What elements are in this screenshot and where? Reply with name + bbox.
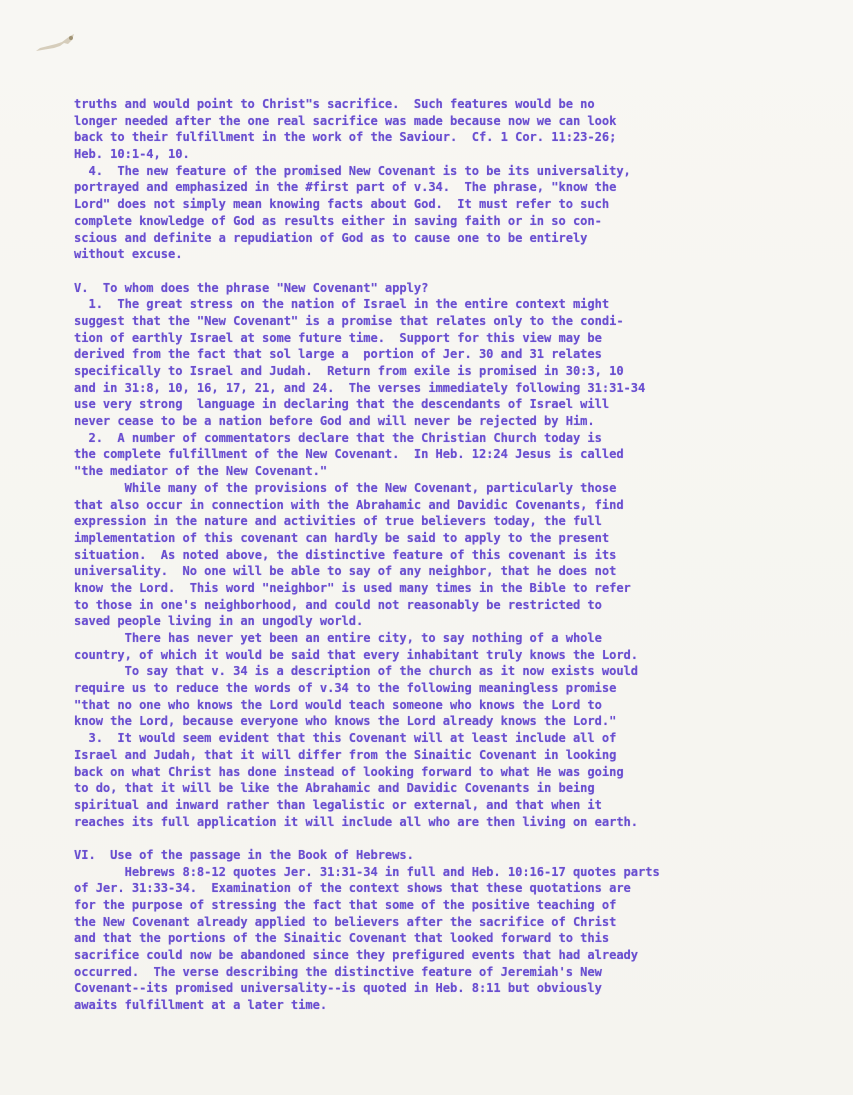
text-line: Lord" does not simply mean knowing facts about God. It must refer to such bbox=[74, 197, 610, 212]
text-line: back to their fulfillment in the work of the Saviour. Cf. 1 Cor. 11:23-26; bbox=[74, 130, 617, 145]
text-line: tion of earthly Israel at some future time. Support for this view may be bbox=[74, 330, 602, 345]
text-line: back on what Christ has done instead of looking forward to what He was going bbox=[74, 764, 624, 779]
text-line: use very strong language in declaring that the descendants of Israel will bbox=[74, 397, 610, 412]
document-body bbox=[74, 96, 844, 1014]
text-line: V. To whom does the phrase "New Covenant" apply? bbox=[74, 280, 429, 295]
text-line: "that no one who knows the Lord would teach someone who knows the Lord to bbox=[74, 697, 602, 712]
text-line: Hebrews 8:8-12 quotes Jer. 31:31-34 in full and Heb. 10:16-17 quotes parts bbox=[74, 864, 660, 879]
text-line: universality. No one will be able to say of any neighbor, that he does not bbox=[74, 564, 617, 579]
text-line: saved people living in an ungodly world. bbox=[74, 614, 364, 629]
text-line: and in 31:8, 10, 16, 17, 21, and 24. The verses immediately following 31:31-34 bbox=[74, 380, 646, 395]
section-vi bbox=[74, 847, 844, 1014]
text-line: Israel and Judah, that it will differ from the Sinaitic Covenant in looking bbox=[74, 747, 617, 762]
text-line: VI. Use of the passage in the Book of Hebrews. bbox=[74, 847, 414, 862]
text-line: reaches its full application it will include all who are then living on earth. bbox=[74, 814, 639, 829]
text-line: 4. The new feature of the promised New Covenant is to be its universality, bbox=[74, 163, 631, 178]
text-line: know the Lord. This word "neighbor" is used many times in the Bible to refer bbox=[74, 580, 631, 595]
text-line: and that the portions of the Sinaitic Covenant that looked forward to this bbox=[74, 931, 610, 946]
text-line: Heb. 10:1-4, 10. bbox=[74, 147, 190, 162]
text-line: know the Lord, because everyone who knows the Lord already knows the Lord." bbox=[74, 714, 617, 729]
text-line: implementation of this covenant can hardly be said to apply to the present bbox=[74, 530, 610, 545]
text-line: require us to reduce the words of v.34 to the following meaningless promise bbox=[74, 681, 617, 696]
text-line: the complete fulfillment of the New Covenant. In Heb. 12:24 Jesus is called bbox=[74, 447, 624, 462]
text-line: never cease to be a nation before God and will never be rejected by Him. bbox=[74, 414, 595, 429]
paragraph-section-iv-continuation bbox=[74, 96, 844, 263]
section-v bbox=[74, 280, 844, 831]
text-line: sacrifice could now be abandoned since they prefigured events that had already bbox=[74, 948, 639, 963]
text-line: for the purpose of stressing the fact that some of the positive teaching of bbox=[74, 898, 617, 912]
text-line: scious and definite a repudiation of God as to cause one to be entirely bbox=[74, 230, 588, 245]
text-line: portrayed and emphasized in the #first part of v.34. The phrase, "know the bbox=[74, 180, 617, 195]
text-line: spiritual and inward rather than legalistic or external, and that when it bbox=[74, 797, 602, 812]
text-line: 3. It would seem evident that this Covenant will at least include all of bbox=[74, 731, 617, 746]
text-line: Covenant--its promised universality--is quoted in Heb. 8:11 but obviously bbox=[74, 981, 602, 996]
text-line: derived from the fact that sol large a portion of Jer. 30 and 31 relates bbox=[74, 347, 602, 362]
text-line: without excuse. bbox=[74, 247, 183, 262]
text-line: suggest that the "New Covenant" is a promise that relates only to the condi- bbox=[74, 313, 624, 328]
text-line: specifically to Israel and Judah. Return from exile is promised in 30:3, 10 bbox=[74, 364, 624, 378]
text-line: There has never yet been an entire city, to say nothing of a whole bbox=[74, 631, 602, 645]
text-line: To say that v. 34 is a description of the church as it now exists would bbox=[74, 664, 639, 679]
text-line: complete knowledge of God as results either in saving faith or in so con- bbox=[74, 213, 602, 228]
text-line: awaits fulfillment at a later time. bbox=[74, 998, 328, 1013]
text-line: "the mediator of the New Covenant." bbox=[74, 464, 328, 479]
text-line: expression in the nature and activities of true believers today, the full bbox=[74, 514, 602, 529]
text-line: While many of the provisions of the New Covenant, particularly those bbox=[74, 480, 617, 495]
text-line: the New Covenant already applied to believers after the sacrifice of Christ bbox=[74, 914, 617, 929]
section-gap bbox=[74, 263, 844, 280]
text-line: situation. As noted above, the distinctive feature of this covenant is its bbox=[74, 547, 617, 562]
section-gap bbox=[74, 830, 844, 847]
text-line: 2. A number of commentators declare that the Christian Church today is bbox=[74, 430, 602, 445]
text-line: to do, that it will be like the Abrahamic and Davidic Covenants in being bbox=[74, 781, 595, 796]
text-line: of Jer. 31:33-34. Examination of the context shows that these quotations are bbox=[74, 881, 631, 896]
text-line: country, of which it would be said that every inhabitant truly knows the Lord. bbox=[74, 647, 639, 662]
paper-speck-mark bbox=[30, 32, 76, 54]
text-line: that also occur in connection with the Abrahamic and Davidic Covenants, find bbox=[74, 497, 624, 512]
text-line: 1. The great stress on the nation of Israel in the entire context might bbox=[74, 297, 610, 312]
text-line: to those in one's neighborhood, and could not reasonably be restricted to bbox=[74, 597, 602, 612]
text-line: longer needed after the one real sacrifice was made because now we can look bbox=[74, 113, 617, 128]
text-line: truths and would point to Christ"s sacrifice. Such features would be no bbox=[74, 97, 595, 111]
text-line: occurred. The verse describing the distinctive feature of Jeremiah's New bbox=[74, 964, 602, 979]
